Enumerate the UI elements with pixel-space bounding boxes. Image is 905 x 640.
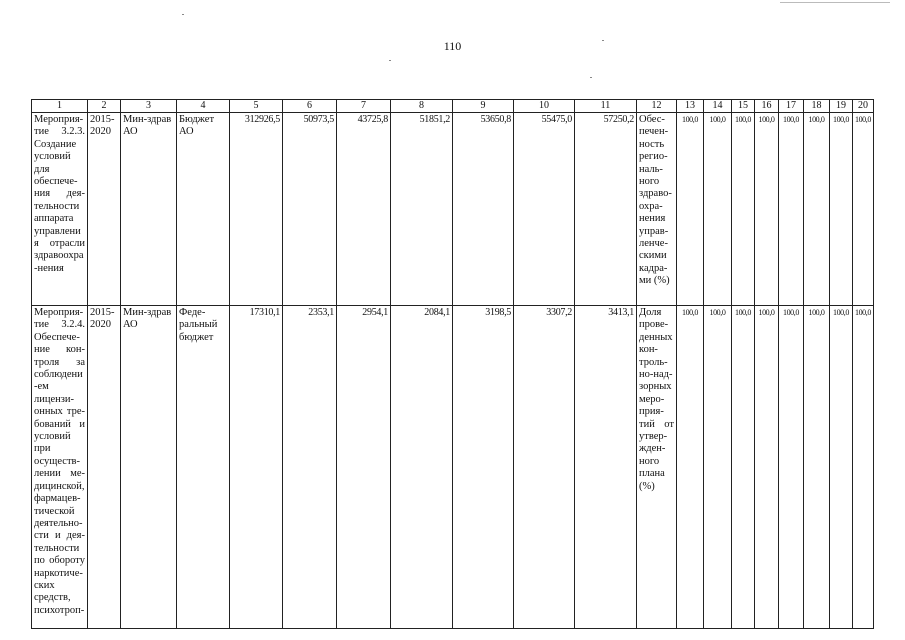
percent-cell: 100,0 [732,113,755,306]
percent-cell: 100,0 [779,306,804,629]
scan-speck [389,60,391,61]
column-header: 13 [677,100,704,113]
column-header: 11 [575,100,637,113]
column-header: 17 [779,100,804,113]
year-2020-cell: 3413,1 [575,306,637,629]
funding-source-cell: Бюджет АО [177,113,230,306]
percent-cell: 100,0 [755,306,779,629]
period-cell: 2015-2020 [88,306,121,629]
year-2017-cell: 51851,2 [391,113,453,306]
percent-cell: 100,0 [704,113,732,306]
percent-cell: 100,0 [779,113,804,306]
column-header: 16 [755,100,779,113]
column-header: 10 [514,100,575,113]
period-cell: 2015-2020 [88,113,121,306]
year-2018-cell: 3198,5 [453,306,514,629]
column-header: 1 [32,100,88,113]
indicator-cell: Обес-печен-ность регио-наль-ного здраво-охра-нения управ-ленче-скими кадра-ми (%) [637,113,677,306]
percent-cell: 100,0 [755,113,779,306]
year-2019-cell: 55475,0 [514,113,575,306]
page-number: 110 [443,39,462,53]
funding-source-cell: Феде-ральный бюджет [177,306,230,629]
program-activities-table [31,99,874,629]
year-2015-cell: 50973,5 [283,113,337,306]
column-header: 6 [283,100,337,113]
table-row [32,113,874,306]
indicator-cell: Доля прове-денных кон-троль-но-над-зорных меро-прия-тий от утвер-жден-ного плана (%) [637,306,677,629]
percent-cell: 100,0 [830,113,853,306]
header-row [32,100,874,113]
column-header: 2 [88,100,121,113]
column-header: 12 [637,100,677,113]
percent-cell: 100,0 [732,306,755,629]
column-header: 14 [704,100,732,113]
percent-cell: 100,0 [804,306,830,629]
column-header: 15 [732,100,755,113]
column-header: 20 [853,100,874,113]
scan-speck [182,14,184,15]
column-header: 5 [230,100,283,113]
year-2018-cell: 53650,8 [453,113,514,306]
percent-cell: 100,0 [853,113,874,306]
year-2016-cell: 43725,8 [337,113,391,306]
executor-cell: Мин-здрав АО [121,306,177,629]
year-2020-cell: 57250,2 [575,113,637,306]
event-cell: Мероприя-тие 3.2.4. Обеспече-ние кон-троля за соблюдени-ем лицензи-онных тре-бований и условий при осуществ-лении ме-дицинской, фармацев-тической деятельно-сти и дея-тельности по обороту наркотиче-ских средств, психотроп- [32,306,88,629]
percent-cell: 100,0 [830,306,853,629]
year-2019-cell: 3307,2 [514,306,575,629]
column-header: 7 [337,100,391,113]
year-2017-cell: 2084,1 [391,306,453,629]
percent-cell: 100,0 [804,113,830,306]
percent-cell: 100,0 [677,113,704,306]
scan-speck [780,2,890,3]
percent-cell: 100,0 [677,306,704,629]
column-header: 4 [177,100,230,113]
column-header: 18 [804,100,830,113]
column-header: 8 [391,100,453,113]
scan-speck [590,77,592,78]
total-cell: 312926,5 [230,113,283,306]
year-2015-cell: 2353,1 [283,306,337,629]
column-header: 19 [830,100,853,113]
column-header: 9 [453,100,514,113]
percent-cell: 100,0 [853,306,874,629]
column-header: 3 [121,100,177,113]
year-2016-cell: 2954,1 [337,306,391,629]
executor-cell: Мин-здрав АО [121,113,177,306]
total-cell: 17310,1 [230,306,283,629]
percent-cell: 100,0 [704,306,732,629]
event-cell: Мероприя-тие 3.2.3. Создание условий для обеспече-ния дея-тельности аппарата управления отрасли здравоохра-нения [32,113,88,306]
table-row [32,306,874,629]
scan-speck [602,40,604,41]
